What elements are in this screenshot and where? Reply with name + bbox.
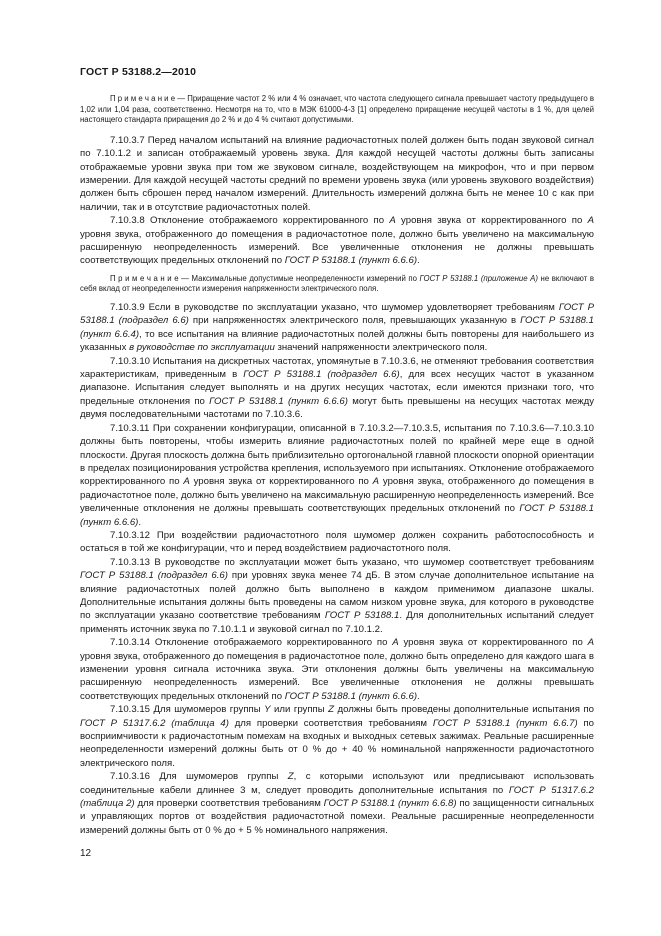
clause-text: по защищенности сигнальных и управляющих портов от воздействия радиочастотной помехи. Реальные расширенные неопределенности измерений должны быть от 0 % до + 5 % номинального напряжения. xyxy=(80,798,594,836)
weighting-a: А xyxy=(372,476,380,488)
clause-7-10-3-11 xyxy=(80,422,594,529)
clause-text: При воздействии радиочастотного поля шумомер должен сохранить работоспособность и остаться в той же конфигурации, что и перед воздействием радиочастотного поля. xyxy=(80,529,594,555)
clause-text: уровня звука, отображенного до помещения в радиочастотное поле, должно быть увеличено на максимальную расширенную неопределенность измерений. Все увеличенные отклонения не должны превышать соответствующих предельных отклонений по xyxy=(80,228,594,267)
clause-7-10-3-9 xyxy=(80,301,594,355)
standard-reference: ГОСТ Р 53188.1 (пункт 6.6.6) xyxy=(284,690,418,702)
clause-text: . xyxy=(417,690,420,702)
group-y: Y xyxy=(264,704,271,716)
manual-reference: в руководстве по эксплуатации xyxy=(129,342,275,354)
clause-7-10-3-10 xyxy=(80,355,594,422)
clause-text: уровня звука от корректированного по xyxy=(395,215,588,227)
clause-text: , с которыми используют или предписывают использовать соединительные кабели длиннее 3 м, следует проводить дополнительные испытания по xyxy=(80,771,594,796)
clause-text: Отклонение отображаемого корректированного по xyxy=(149,215,390,227)
clause-text: уровня звука, отображенного до помещения в радиочастотное поле, должно быть определено для каждого шага в изменении уровня сигнала источника звука. Эти отклонения должны быть увеличены на максимальную расширенную неопределенность измерений. Все увеличенные отклонения не должны превышать соответствующих предельных отклонений по xyxy=(80,650,594,702)
standard-reference: ГОСТ Р 53188.1 (приложение А) xyxy=(419,273,538,283)
clause-7-10-3-8 xyxy=(80,214,594,268)
note-text: — Приращение частот 2 % или 4 % означает, что частота следующего сигнала превышает частоту предыдущего в 1,02 или 1,04 раза, соответственно. Несмотря на то, что в МЭК 61000-4-3 [1] определено приращение несущей частоты в 1 %, для целей настоящего стандарта приращения до 2 % и до 4 % считают допустимыми. xyxy=(80,94,594,125)
weighting-a: А xyxy=(587,215,594,227)
clause-text: по восприимчивости к радиочастотным помехам на входных и выходных сетевых зажимах. Реальные расширенные неопределенности измерений должны быть от 0 % до + 40 % номинальной напряженности радиочастотного электрического поля. xyxy=(80,717,594,769)
clause-number: 7.10.3.15 xyxy=(110,704,151,716)
standard-reference: ГОСТ Р 53188.1 xyxy=(324,610,400,622)
weighting-a: А xyxy=(183,476,190,488)
clause-text: для проверки соответствия требованиям xyxy=(228,717,433,729)
note-text: не включают в себя вклад от неопределенности измерения напряженности электрического поля. xyxy=(80,273,595,294)
clause-text: Для шумомеров группы xyxy=(153,704,265,716)
clause-text: Перед началом испытаний на влияние радиочастотных полей должен быть подан звуковой сигнал по 7.10.1.2 и записан отображаемый уровень звука. Для каждой несущей частоты должны быть записаны отображаемые уровни звука при том же звуковом сигнале, воздействующем на микрофон, что и при первом измерении. Для каждой несущей частоты средний по времени уровень звука (или уровень звукового воздействия) должен быть сброшен перед началом измерений. Длительность измерений должна быть не менее 10 с как при наличии, так и в отсутствие радиочастотных полей. xyxy=(80,134,594,213)
standard-reference: ГОСТ Р 53188.1 (подраздел 6.6) xyxy=(243,369,400,381)
standard-reference: ГОСТ Р 51317.6.2 (таблица 2) xyxy=(80,784,594,810)
standard-reference: ГОСТ Р 53188.1 (пункт 6.6.6) xyxy=(284,255,418,267)
clause-7-10-3-13 xyxy=(80,556,594,636)
clause-text: Отклонение отображаемого корректированного по xyxy=(154,637,393,649)
clause-text: . xyxy=(138,516,142,528)
clause-text: Для шумомеров группы xyxy=(159,771,288,783)
standard-reference: ГОСТ Р 53188.1 (пункт 6.6.6) xyxy=(209,395,348,407)
clause-text: при уровнях звука менее 74 дБ. В этом случае дополнительное испытание на влияние радиочастотных полей должно быть выполнено в каждом применимом диапазоне шкалы. Дополнительные испытания должны быть проведены на самом низком уровне звука, для которого в руководстве по эксплуатации указано соответствие требованиям xyxy=(80,570,594,622)
clause-text: , для всех несущих частот в указанном диапазоне. Испытания следует выполнять и на других несущих частотах, если имеются признаки того, что предельные отклонения по xyxy=(80,369,595,407)
standard-reference: ГОСТ Р 53188.1 (пункт 6.6.4) xyxy=(80,315,594,340)
clause-number: 7.10.3.10 xyxy=(110,355,151,367)
clause-text: могут быть превышены на несущих частотах между двумя последовательными частотами по 7.10.3.6. xyxy=(80,395,594,421)
standard-reference: ГОСТ Р 53188.1 (подраздел 6.6) xyxy=(80,302,594,327)
note-uncertainty xyxy=(80,274,594,295)
clause-text: , то все испытания на влияние радиочастотных полей должны быть повторены для наибольшего из указанных xyxy=(80,328,594,354)
clause-number: 7.10.3.14 xyxy=(110,637,151,649)
clause-number: 7.10.3.16 xyxy=(110,771,151,783)
standard-reference: ГОСТ Р 53188.1 (подраздел 6.6) xyxy=(80,570,228,582)
clause-number: 7.10.3.7 xyxy=(110,134,145,146)
clause-number: 7.10.3.13 xyxy=(110,556,151,568)
clause-text: . xyxy=(417,255,420,267)
standard-reference: ГОСТ Р 53188.1 (пункт 6.6.6) xyxy=(80,503,594,528)
clause-text: для проверки соответствия требованиям xyxy=(134,798,324,810)
clause-7-10-3-15 xyxy=(80,703,594,770)
group-z: Z xyxy=(287,771,294,783)
clause-text: При сохранении конфигурации, описанной в 7.10.3.2—7.10.3.5, испытания по 7.10.3.6—7.10.3.10 должны быть повторены, чтобы измерить влияние радиочастотных полей по крайней мере еще в одной плоскости. Другая плоскость должна быть приблизительно ортогональной главной плоскости опорной ориентации в пределах позиционирования устройства крепления, используемого при испытаниях. Отклонение отображаемого корректированного по xyxy=(80,422,595,488)
clause-7-10-3-12 xyxy=(80,529,594,556)
standard-reference: ГОСТ Р 53188.1 (пункт 6.6.8) xyxy=(323,798,457,810)
clause-number: 7.10.3.8 xyxy=(110,215,145,227)
note-label: П р и м е ч а н и е xyxy=(110,94,176,103)
clause-text: уровня звука от корректированного по xyxy=(189,476,373,488)
document-header: ГОСТ Р 53188.2—2010 xyxy=(80,66,197,78)
page-number: 12 xyxy=(80,848,92,859)
note-increment xyxy=(80,94,594,126)
clause-number: 7.10.3.12 xyxy=(110,529,151,541)
clause-text: при напряженностях электрического поля, превышающих указанную в xyxy=(188,315,521,327)
weighting-a: А xyxy=(392,637,399,649)
clause-7-10-3-7 xyxy=(80,134,594,214)
standard-reference: ГОСТ Р 51317.6.2 (таблица 4) xyxy=(80,717,229,729)
clause-text: . Для дополнительных испытаний следует применять источник звука по 7.10.1.1 и звуковой сигнал по 7.10.1.2. xyxy=(80,610,594,635)
clause-number: 7.10.3.11 xyxy=(110,422,150,434)
note-label: П р и м е ч а н и е xyxy=(110,273,179,283)
clause-text: Испытания на дискретных частотах, упомянутые в 7.10.3.6, не отменяют требования соответствия характеристикам, приведенным в xyxy=(80,355,594,381)
clause-text: значений напряженности электрического поля. xyxy=(274,342,488,354)
clause-text: уровня звука, отображенного до помещения в радиочастотное поле, должно быть увеличено на максимальную расширенную неопределенность измерений. Все увеличенные отклонения не должны превышать соответствующих предельных отклонений по xyxy=(80,476,594,515)
document-body xyxy=(80,94,594,837)
clause-text: уровня звука от корректированного по xyxy=(398,637,588,649)
group-z: Z xyxy=(328,704,335,716)
clause-text: должны быть проведены дополнительные испытания по xyxy=(334,704,594,716)
clause-text: или группы xyxy=(270,704,329,716)
clause-7-10-3-16 xyxy=(80,770,594,837)
note-text: — Максимальные допустимые неопределенности измерений по xyxy=(178,273,420,283)
weighting-a: А xyxy=(389,215,396,227)
clause-number: 7.10.3.9 xyxy=(110,302,145,314)
weighting-a: А xyxy=(587,637,594,649)
clause-text: Если в руководстве по эксплуатации указано, что шумомер удовлетворяет требованиям xyxy=(148,302,559,314)
standard-reference: ГОСТ Р 53188.1 (пункт 6.6.7) xyxy=(432,717,578,729)
clause-text: В руководстве по эксплуатации может быть указано, что шумомер соответствует требованиям xyxy=(154,556,595,568)
clause-7-10-3-14 xyxy=(80,636,594,703)
